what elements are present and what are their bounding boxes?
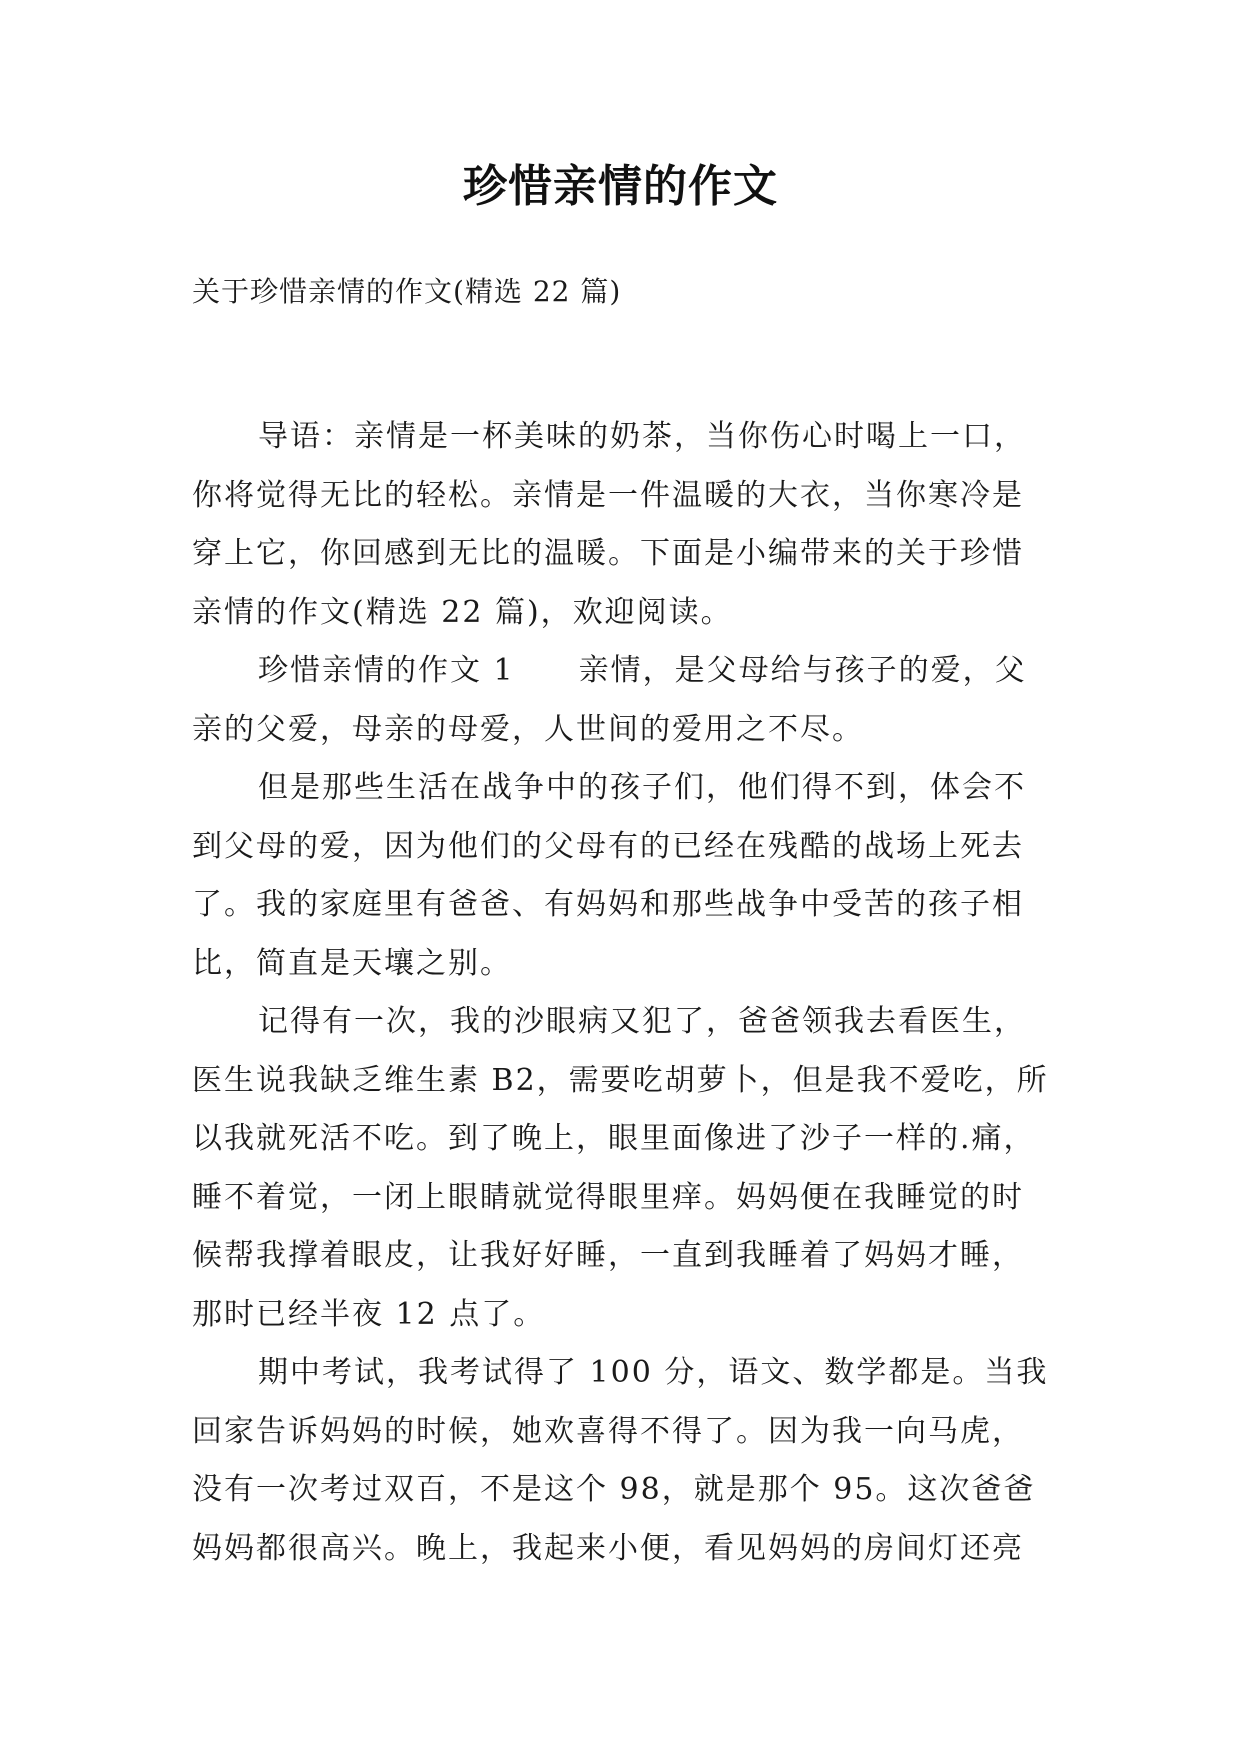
document-subtitle: 关于珍惜亲情的作文(精选 22 篇)	[192, 275, 622, 308]
text-line: 妈妈都很高兴。晚上，我起来小便，看见妈妈的房间灯还亮	[192, 1530, 1024, 1566]
text-line: 亲的父爱，母亲的母爱，人世间的爱用之不尽。	[192, 711, 864, 747]
text-line: 睡不着觉，一闭上眼睛就觉得眼里痒。妈妈便在我睡觉的时	[192, 1179, 1024, 1215]
page-title: 珍惜亲情的作文	[463, 161, 778, 212]
text-line: 珍惜亲情的作文 1 亲情，是父母给与孩子的爱，父	[258, 653, 1027, 688]
text-line: 以我就死活不吃。到了晚上，眼里面像进了沙子一样的.痛，	[192, 1121, 1036, 1156]
text-line: 到父母的爱，因为他们的父母有的已经在残酷的战场上死去	[192, 828, 1024, 864]
text-line: 你将觉得无比的轻松。亲情是一件温暖的大衣，当你寒冷是	[192, 477, 1024, 513]
text-line: 穿上它，你回感到无比的温暖。下面是小编带来的关于珍惜	[192, 536, 1024, 571]
text-line: 导语：亲情是一杯美味的奶茶，当你伤心时喝上一口，	[258, 419, 1026, 454]
text-line: 候帮我撑着眼皮，让我好好睡，一直到我睡着了妈妈才睡，	[192, 1238, 1024, 1273]
text-line: 回家告诉妈妈的时候，她欢喜得不得了。因为我一向马虎，	[192, 1413, 1024, 1449]
text-line: 了。我的家庭里有爸爸、有妈妈和那些战争中受苦的孩子相	[192, 887, 1024, 922]
text-line: 但是那些生活在战争中的孩子们，他们得不到，体会不	[258, 770, 1026, 805]
essay-body	[192, 408, 1052, 1578]
text-line: 没有一次考过双百，不是这个 98，就是那个 95。这次爸爸	[192, 1472, 1036, 1507]
text-line: 亲情的作文(精选 22 篇)，欢迎阅读。	[192, 594, 733, 630]
text-line: 那时已经半夜 12 点了。	[192, 1296, 546, 1332]
text-line: 比，简直是天壤之别。	[192, 945, 512, 981]
text-line: 期中考试，我考试得了 100 分，语文、数学都是。当我	[258, 1355, 1049, 1390]
text-line: 记得有一次，我的沙眼病又犯了，爸爸领我去看医生，	[258, 1004, 1026, 1039]
text-line: 医生说我缺乏维生素 B2，需要吃胡萝卜，但是我不爱吃，所	[192, 1062, 1049, 1098]
